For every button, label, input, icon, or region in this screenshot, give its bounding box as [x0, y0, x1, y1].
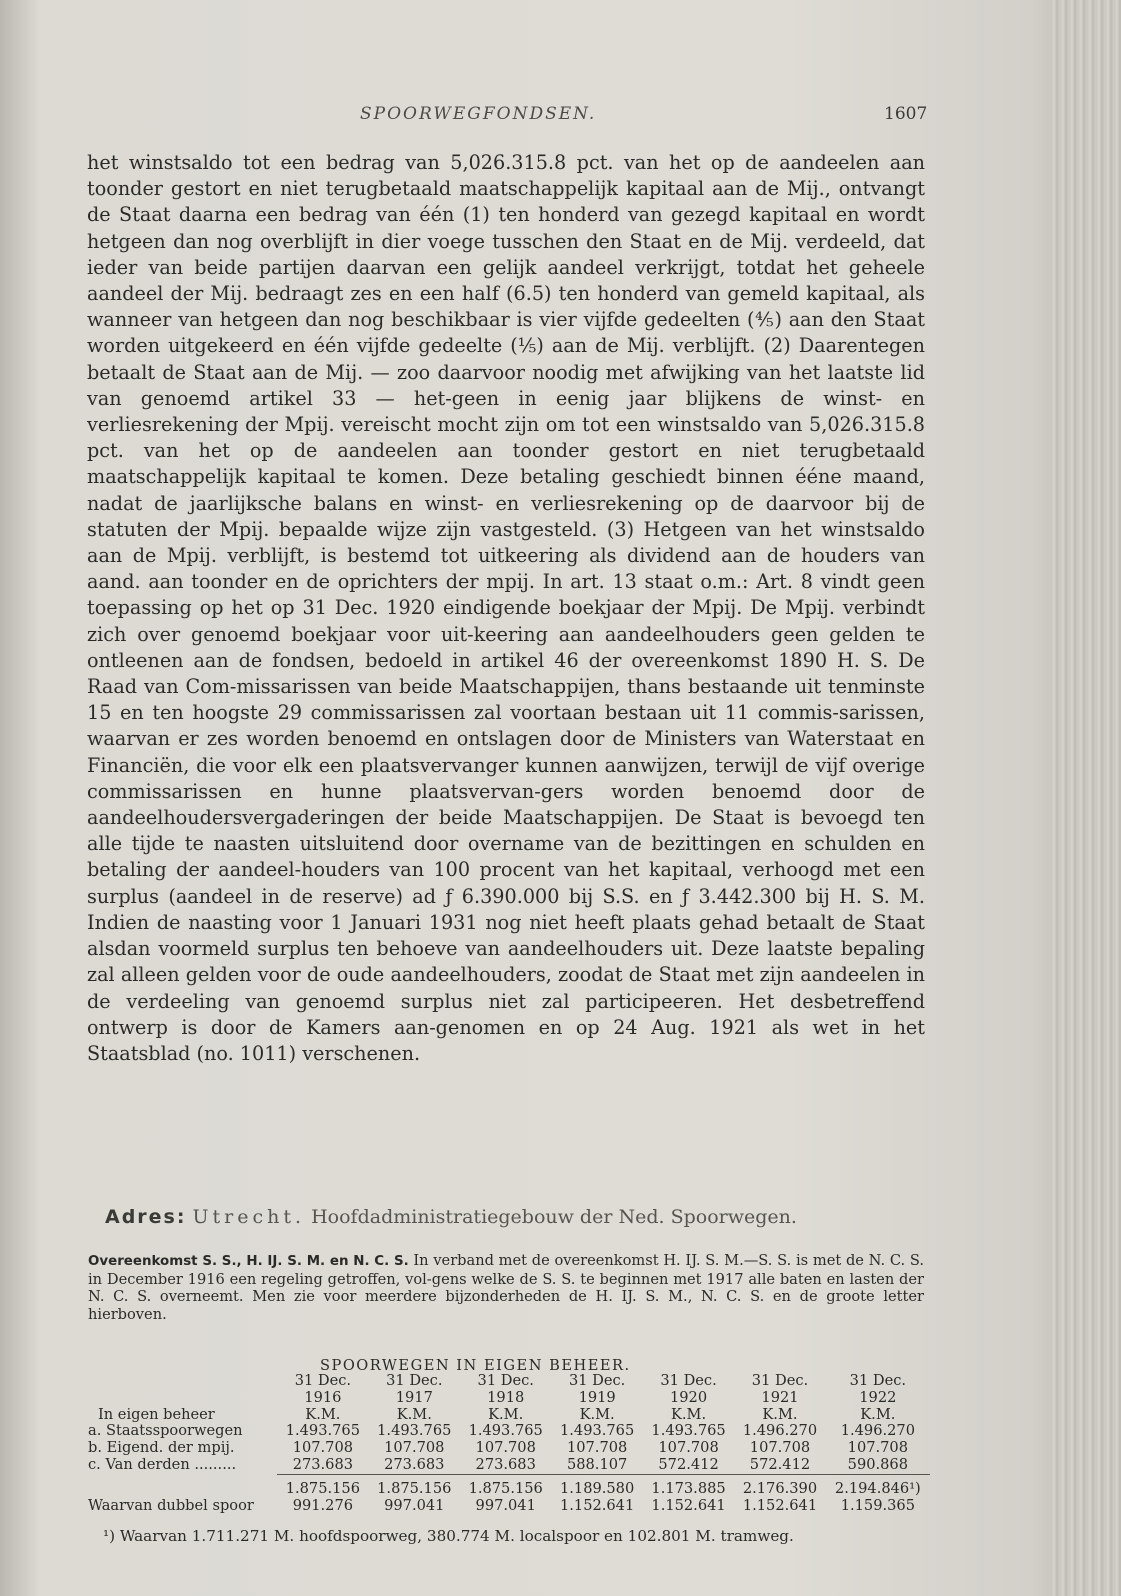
total-cell: 1.875.156 — [277, 1474, 368, 1497]
double-track-cell: 991.276 — [292, 1496, 354, 1514]
table-cell: 1.496.270 — [840, 1422, 915, 1440]
double-track-cell: 1.152.641 — [559, 1496, 635, 1514]
total-cell: 1.189.580 — [551, 1474, 642, 1497]
table-title: SPOORWEGEN IN EIGEN BEHEER. — [320, 1357, 631, 1374]
date-cell: 31 Dec. — [477, 1372, 534, 1389]
year-cell: 1919 — [578, 1388, 616, 1406]
double-track-row — [84, 1498, 930, 1515]
date-cell: 31 Dec. — [386, 1372, 443, 1389]
date-cell: 31 Dec. — [568, 1372, 626, 1389]
double-track-cell: 1.152.641 — [742, 1496, 818, 1514]
railway-table — [84, 1373, 930, 1514]
table-cell: 1.493.765 — [651, 1422, 726, 1440]
table-cell: 273.683 — [384, 1455, 445, 1473]
totals-row — [84, 1474, 930, 1497]
unit-cell: K.M. — [488, 1405, 524, 1423]
table-cell: 107.708 — [475, 1439, 536, 1457]
page-number: 1607 — [884, 104, 928, 124]
unit-cell: K.M. — [670, 1405, 707, 1423]
row-label: c. Van derden ......... — [88, 1456, 237, 1474]
date-cell: 31 Dec. — [849, 1372, 907, 1389]
agreement-paragraph — [88, 1252, 924, 1323]
page-edge — [1051, 0, 1121, 1596]
total-cell: 1.875.156 — [460, 1474, 551, 1497]
row-label: b. Eigend. der mpij. — [88, 1439, 235, 1457]
table-cell: 107.708 — [847, 1439, 909, 1457]
table-cell: 590.868 — [847, 1455, 909, 1473]
year-cell: 1920 — [669, 1388, 708, 1406]
total-cell: 1.173.885 — [643, 1474, 734, 1497]
table-cell: 107.708 — [566, 1439, 628, 1457]
table-cell: 273.683 — [292, 1455, 354, 1473]
table-cell: 1.493.765 — [468, 1422, 543, 1440]
double-track-label: Waarvan dubbel spoor — [88, 1496, 254, 1514]
unit-cell: K.M. — [860, 1405, 896, 1423]
body-text — [87, 150, 925, 1067]
unit-cell: K.M. — [762, 1405, 798, 1423]
table-row — [84, 1440, 930, 1457]
table-row — [84, 1423, 930, 1440]
date-cell: 31 Dec. — [660, 1372, 717, 1389]
total-cell: 2.176.390 — [734, 1474, 825, 1497]
table-cell: 273.683 — [475, 1455, 536, 1473]
date-cell: 31 Dec. — [294, 1372, 352, 1389]
unit-row — [84, 1407, 930, 1424]
unit-cell: K.M. — [396, 1405, 432, 1423]
address-location: Hoofdadministratiegebouw der Ned. Spoorwegen. — [311, 1206, 797, 1228]
total-cell: 2.194.846¹) — [826, 1474, 930, 1497]
unit-cell: K.M. — [305, 1405, 341, 1423]
date-cell: 31 Dec. — [751, 1372, 809, 1389]
double-track-cell: 1.152.641 — [651, 1496, 726, 1514]
table-cell: 107.708 — [292, 1439, 354, 1457]
agreement-text: In verband met de overeenkomst H. IJ. S. M.—S. S. is met de N. C. S. in December 1916 een regeling getroffen, vol-gens welke de S. S. te beginnen met 1917 alle baten en lasten der N. C. S. overneemt. Men zie voor meerdere bijzonderheden de H. IJ. S. M., N. C. S. en de groote letter hierboven. — [88, 1252, 924, 1323]
table-cell: 572.412 — [658, 1455, 719, 1473]
year-cell: 1917 — [395, 1388, 433, 1406]
table-cell: 1.493.765 — [559, 1422, 635, 1440]
double-track-cell: 997.041 — [384, 1496, 445, 1514]
address-label: Adres: — [105, 1206, 187, 1228]
table-cell: 107.708 — [384, 1439, 445, 1457]
date-row — [84, 1373, 930, 1390]
address-city: Utrecht. — [192, 1206, 306, 1228]
table-cell: 572.412 — [749, 1455, 811, 1473]
unit-cell: K.M. — [579, 1405, 615, 1423]
year-row — [84, 1390, 930, 1407]
double-track-cell: 997.041 — [475, 1496, 536, 1514]
table-cell: 1.496.270 — [742, 1422, 818, 1440]
year-cell: 1918 — [487, 1388, 525, 1406]
table-cell: 107.708 — [658, 1439, 719, 1457]
year-cell: 1916 — [304, 1388, 342, 1406]
unit-label: In eigen beheer — [98, 1405, 215, 1423]
body-paragraph: het winstsaldo tot een bedrag van 5,026.315.8 pct. van het op de aandeelen aan toonder gestort en niet terugbetaald maatschappelijk kapitaal aan de Mij., ontvangt de Staat daarna een bedrag van één (1) ten honderd van gezegd kapitaal en wordt hetgeen dan nog overblijft in dier voege tusschen den Staat en de Mij. verdeeld, dat ieder van beide partijen daarvan een gelijk aandeel verkrijgt, totdat het geheele aandeel der Mij. bedraagt zes en een half (6.5) ten honderd van gemeld kapitaal, als wanneer van hetgeen dan nog beschikbaar is vier vijfde gedeelten (⅘) aan den Staat worden uitgekeerd en één vijfde gedeelte (⅕) aan de Mij. verblijft. (2) Daarentegen betaalt de Staat aan de Mij. — zoo daarvoor noodig met afwijking van het laatste lid van genoemd artikel 33 — het-geen in eenig jaar blijkens de winst- en verliesrekening der Mpij. vereischt mocht zijn om tot een winstsaldo van 5,026.315.8 pct. van het op de aandeelen aan toonder gestort en niet terugbetaald maatschappelijk kapitaal te komen. Deze betaling geschiedt binnen ééne maand, nadat de jaarlijksche balans en winst- en verliesrekening op de daarvoor bij de statuten der Mpij. bepaalde wijze zijn vastgesteld. (3) Hetgeen van het winstsaldo aan de Mpij. verblijft, is bestemd tot uitkeering als dividend aan de houders van aand. aan toonder en de oprichters der mpij. In art. 13 staat o.m.: Art. 8 vindt geen toepassing op het op 31 Dec. 1920 eindigende boekjaar der Mpij. De Mpij. verbindt zich over genoemd boekjaar voor uit-keering aan aandeelhouders geen gelden te ontleenen aan de fondsen, bedoeld in artikel 46 der overeenkomst 1890 H. S. De Raad van Com-missarissen van beide Maatschappijen, thans bestaande uit tenminste 15 en ten hoogste 29 commissarissen zal voortaan bestaan uit 11 commis-sarissen, waarvan er zes worden benoemd en ontslagen door de Ministers van Waterstaat en Financiën, die voor elk een plaatsvervanger kunnen aanwijzen, terwijl de vijf overige commissarissen en hunne plaatsvervan-gers worden benoemd door de aandeelhoudersvergaderingen der beide Maatschappijen. De Staat is bevoegd ten alle tijde te naasten uitsluitend door overname van de bezittingen en schulden en betaling der aandeel-houders van 100 procent van het kapitaal, verhoogd met een surplus (aandeel in de reserve) ad ƒ 6.390.000 bij S.S. en ƒ 3.442.300 bij H. S. M. Indien de naasting voor 1 Januari 1931 nog niet heeft plaats gehad betaalt de Staat alsdan voormeld surplus ten behoeve van aandeelhouders uit. Deze laatste bepaling zal alleen gelden voor de oude aandeelhouders, zoodat de Staat met zijn aandeelen in de verdeeling van genoemd surplus niet zal participeeren. Het desbetreffend ontwerp is door de Kamers aan-genomen en op 24 Aug. 1921 als wet in het Staatsblad (no. 1011) verschenen. — [87, 151, 925, 1065]
table-cell: 1.493.765 — [377, 1422, 452, 1440]
year-cell: 1921 — [761, 1388, 799, 1406]
year-cell: 1922 — [859, 1388, 897, 1406]
agreement-lead: Overeenkomst S. S., H. IJ. S. M. en N. C. S. — [88, 1254, 409, 1269]
table-cell: 107.708 — [749, 1439, 811, 1457]
address-line — [105, 1204, 925, 1230]
running-head: SPOORWEGFONDSEN. — [360, 104, 597, 124]
double-track-cell: 1.159.365 — [840, 1496, 915, 1514]
table-cell: 588.107 — [566, 1455, 628, 1473]
row-label: a. Staatsspoorwegen — [88, 1422, 243, 1440]
footnote: ¹) Waarvan 1.711.271 M. hoofdspoorweg, 380.774 M. localspoor en 102.801 M. tramweg. — [103, 1527, 794, 1545]
total-cell: 1.875.156 — [369, 1474, 460, 1497]
table-row — [84, 1457, 930, 1474]
table-cell: 1.493.765 — [285, 1422, 360, 1440]
